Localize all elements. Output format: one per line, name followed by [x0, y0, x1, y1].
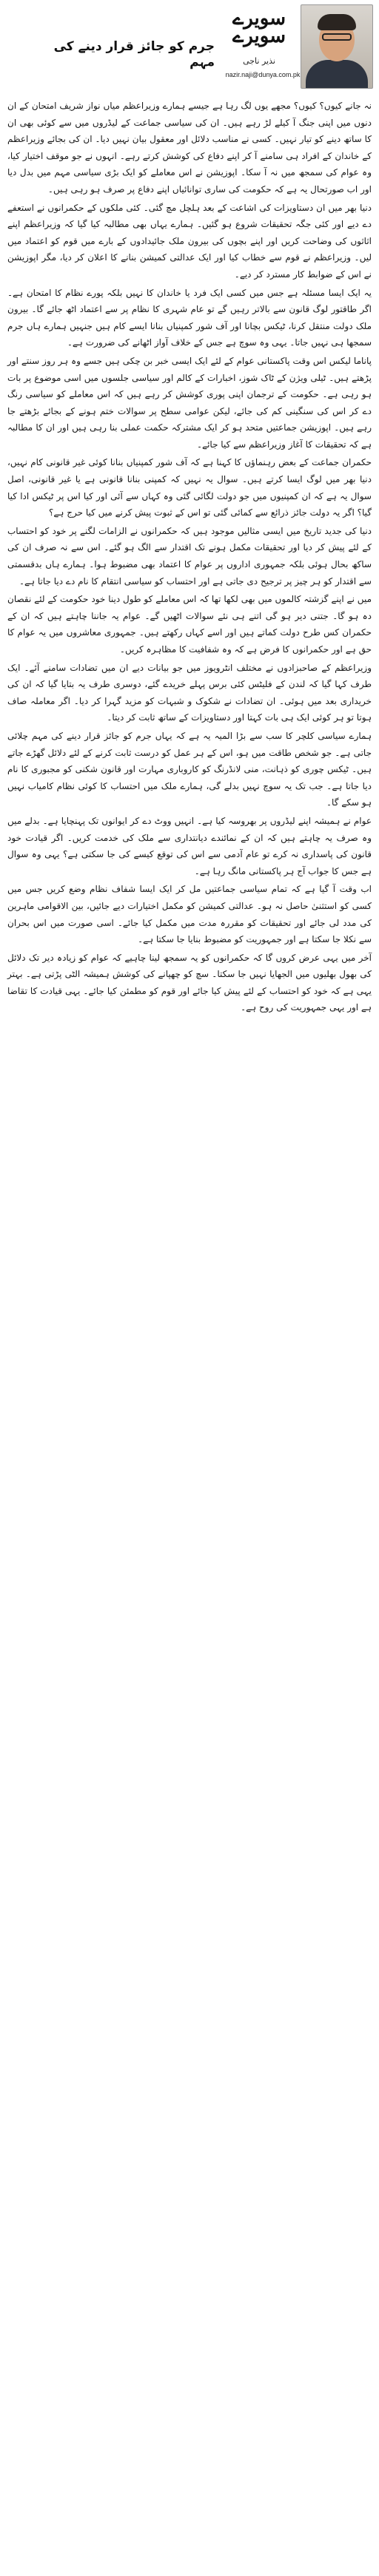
article-paragraph: وزیراعظم کے صاحبزادوں نے مختلف انٹرویوز میں جو بیانات دیے ان میں تضادات سامنے آئے۔ ایک طرف کہا گیا کہ لندن کے فلیٹس کئی برس پہلے خریدے گئے، دوسری طرف یہ بتایا گیا کہ ان کی خریداری بعد میں ہوئی۔ ان تضادات نے شکوک و شبہات کو مزید گہرا کر دیا۔ اگر معاملہ صاف ہوتا تو ہر کوئی ایک ہی بات کہتا اور دستاویزات کے ساتھ ثابت کر دیتا۔ — [7, 662, 372, 723]
author-photo — [301, 4, 373, 89]
article-paragraph: عوام نے ہمیشہ اپنے لیڈروں پر بھروسہ کیا ہے۔ انہیں ووٹ دے کر ایوانوں تک پہنچایا ہے۔ بدلے میں وہ صرف یہ چاہتے ہیں کہ ان کے نمائندے دیانتداری سے ملک کی خدمت کریں۔ اگر قیادت خود قانون کی پاسداری نہ کرے تو عام آدمی سے اس کی توقع کیسے کی جا سکتی ہے؟ یہی وہ سوال ہے جس کا جواب آج ہر پاکستانی مانگ رہا ہے۔ — [7, 815, 372, 876]
article-paragraph: دنیا بھر میں ان دستاویزات کی اشاعت کے بعد ہلچل مچ گئی۔ کئی ملکوں کے حکمرانوں نے استعفے دے دیے اور کئی جگہ تحقیقات شروع ہو گئیں۔ ہمارے یہاں بھی مطالبہ کیا گیا کہ وزیراعظم اپنے اثاثوں کی وضاحت کریں اور اپنے بچوں کی بیرون ملک جائیدادوں کے بارے میں قوم کو اعتماد میں لیں۔ وزیراعظم نے قوم سے خطاب کیا اور ایک عدالتی کمیشن بنانے کا اعلان کر دیا، مگر اپوزیشن نے اس کے ضوابط کار مسترد کر دیے۔ — [7, 202, 372, 280]
article-paragraph: ہمارے سیاسی کلچر کا سب سے بڑا المیہ یہ ہے کہ یہاں جرم کو جائز قرار دینے کی مہم چلائی جاتی ہے۔ جو شخص طاقت میں ہو، اس کے ہر عمل کو درست ثابت کرنے کے لئے دلائل گھڑے جاتے ہیں۔ ٹیکس چوری کو ذہانت، منی لانڈرنگ کو کاروباری مہارت اور قانون شکنی کو مجبوری کا نام دیا جاتا ہے۔ جب تک یہ سوچ نہیں بدلے گی، ہمارے ملک میں احتساب کا کوئی نظام کامیاب نہیں ہو سکے گا۔ — [7, 730, 372, 808]
author-name: نذیر ناجی — [243, 56, 275, 66]
column-title: جرم کو جائز قرار دینے کی مہم — [53, 39, 215, 70]
column-header — [0, 0, 379, 96]
author-email[interactable]: nazir.naji@dunya.com.pk — [225, 71, 301, 78]
author-photo-suit — [306, 60, 368, 89]
article-paragraph: میں نے اپنے گزشتہ کالموں میں بھی لکھا تھا کہ اس معاملے کو طول دینا خود حکومت کے لئے نقصان دہ ہو گا۔ جتنی دیر ہو گی اتنے ہی نئے سوالات اٹھیں گے۔ عوام یہ جاننا چاہتے ہیں کہ ان کے حکمران کس طرح دولت کماتے ہیں اور اسے کہاں رکھتے ہیں۔ جمہوری معاشروں میں یہ عوام کا حق ہے اور حکمرانوں کا فرض ہے کہ وہ شفافیت کا مظاہرہ کریں۔ — [7, 594, 372, 655]
column-logo-line1: سویرے — [232, 7, 286, 30]
article-paragraph: اب وقت آ گیا ہے کہ تمام سیاسی جماعتیں مل کر ایک ایسا شفاف نظام وضع کریں جس میں کسی کو استثنیٰ حاصل نہ ہو۔ عدالتی کمیشن کو مکمل اختیارات دیے جائیں، بین الاقوامی ماہرین کی مدد لی جائے اور تحقیقات کو مقررہ مدت میں مکمل کیا جائے۔ اسی صورت میں اس بحران سے نکلا جا سکتا ہے اور جمہوریت کو مضبوط بنایا جا سکتا ہے۔ — [7, 884, 372, 945]
column-logo — [222, 7, 296, 47]
article-body — [7, 98, 372, 1018]
column-logo-line2: سویرے — [232, 25, 286, 47]
article-paragraph: نہ جانے کیوں؟ کیوں؟ مجھے یوں لگ رہا ہے جیسے ہمارے وزیراعظم میاں نواز شریف امتحان کے ان دنوں میں اپنی جنگ آ کیلے لڑ رہے ہیں۔ ان کی سیاسی جماعت کے لیڈروں میں سے کوئی بھی ان کا ساتھ دینے کو تیار نہیں۔ کسی نے مناسب دلائل اور معقول بیان نہیں دیا۔ ان کی بجائے وزیراعظم کے خاندان کے افراد ہی سامنے آ کر اپنے دفاع کی کوشش کرتے رہے۔ انہوں نے جو موقف اختیار کیا، وہ عوام کی سمجھ میں نہ آ سکا۔ اپوزیشن نے اس معاملے کو ایک بڑی سیاسی مہم میں بدل دیا اور اب صورتحال یہ ہے کہ حکومت کی ساری توانائیاں اپنے دفاع پر صرف ہو رہی ہیں۔ — [7, 101, 372, 195]
article-paragraph: پاناما لیکس اس وقت پاکستانی عوام کے لئے ایک ایسی خبر بن چکی ہیں جسے وہ ہر روز سنتے اور پڑھتے ہیں۔ ٹیلی ویژن کے ٹاک شوز، اخبارات کے کالم اور سیاسی جلسوں میں اسی موضوع پر بات ہو رہی ہے۔ حکومت کے ترجمان اپنی پوری کوشش کر رہے ہیں کہ اس معاملے کو سیاسی رنگ دے کر اس کی سنگینی کم کی جائے، لیکن عوامی سطح پر سوالات ختم ہونے کے بجائے بڑھتے جا رہے ہیں۔ اپوزیشن جماعتیں متحد ہو کر ایک مشترکہ حکمت عملی بنا رہی ہیں اور ان کا مطالبہ ہے کہ تحقیقات کا آغاز وزیراعظم سے کیا جائے۔ — [7, 355, 372, 450]
author-photo-hair — [318, 14, 356, 30]
article-paragraph: یہ ایک ایسا مسئلہ ہے جس میں کسی ایک فرد یا خاندان کا نہیں بلکہ پورے نظام کا امتحان ہے۔ اگر طاقتور لوگ قانون سے بالاتر رہیں گے تو عام شہری کا نظام پر سے اعتماد اٹھ جائے گا۔ بیرون ملک دولت منتقل کرنا، ٹیکس بچانا اور آف شور کمپنیاں بنانا ایسے کام ہیں جنہیں ہمارے ہاں جرم سمجھا ہی نہیں جاتا۔ یہی وہ سوچ ہے جس کے خلاف آواز اٹھانے کی ضرورت ہے۔ — [7, 287, 372, 348]
author-photo-glasses — [322, 33, 352, 41]
article-paragraph: آخر میں یہی عرض کروں گا کہ حکمرانوں کو یہ سمجھ لینا چاہیے کہ عوام کو زیادہ دیر تک دلائل کی بھول بھلیوں میں الجھایا نہیں جا سکتا۔ سچ کو چھپانے کی کوشش ہمیشہ الٹی پڑتی ہے۔ بہتر یہی ہے کہ خود کو احتساب کے لئے پیش کیا جائے اور قوم کو مطمئن کیا جائے۔ یہی قیادت کا تقاضا ہے اور یہی جمہوریت کی روح ہے۔ — [7, 952, 372, 1013]
article-paragraph: حکمران جماعت کے بعض رہنماؤں کا کہنا ہے کہ آف شور کمپنیاں بنانا کوئی غیر قانونی کام نہیں، دنیا بھر میں لوگ ایسا کرتے ہیں۔ سوال یہ نہیں کہ کمپنی بنانا قانونی ہے یا غیر قانونی، اصل سوال یہ ہے کہ ان کمپنیوں میں جو دولت لگائی گئی وہ کہاں سے آئی اور کیا اس پر ٹیکس ادا کیا گیا؟ اگر یہ دولت جائز ذرائع سے کمائی گئی تو اس کے ثبوت پیش کرنے میں کیا حرج ہے؟ — [7, 457, 372, 518]
article-paragraph: دنیا کی جدید تاریخ میں ایسی مثالیں موجود ہیں کہ حکمرانوں نے الزامات لگنے پر خود کو احتساب کے لئے پیش کر دیا اور تحقیقات مکمل ہونے تک اقتدار سے الگ ہو گئے۔ اس سے نہ صرف ان کی ساکھ بحال ہوئی بلکہ جمہوری اداروں پر عوام کا اعتماد بھی مضبوط ہوا۔ ہمارے ہاں بدقسمتی سے اقتدار کو ہر چیز پر ترجیح دی جاتی ہے اور احتساب کو سیاسی انتقام کا نام دے دیا جاتا ہے۔ — [7, 525, 372, 586]
